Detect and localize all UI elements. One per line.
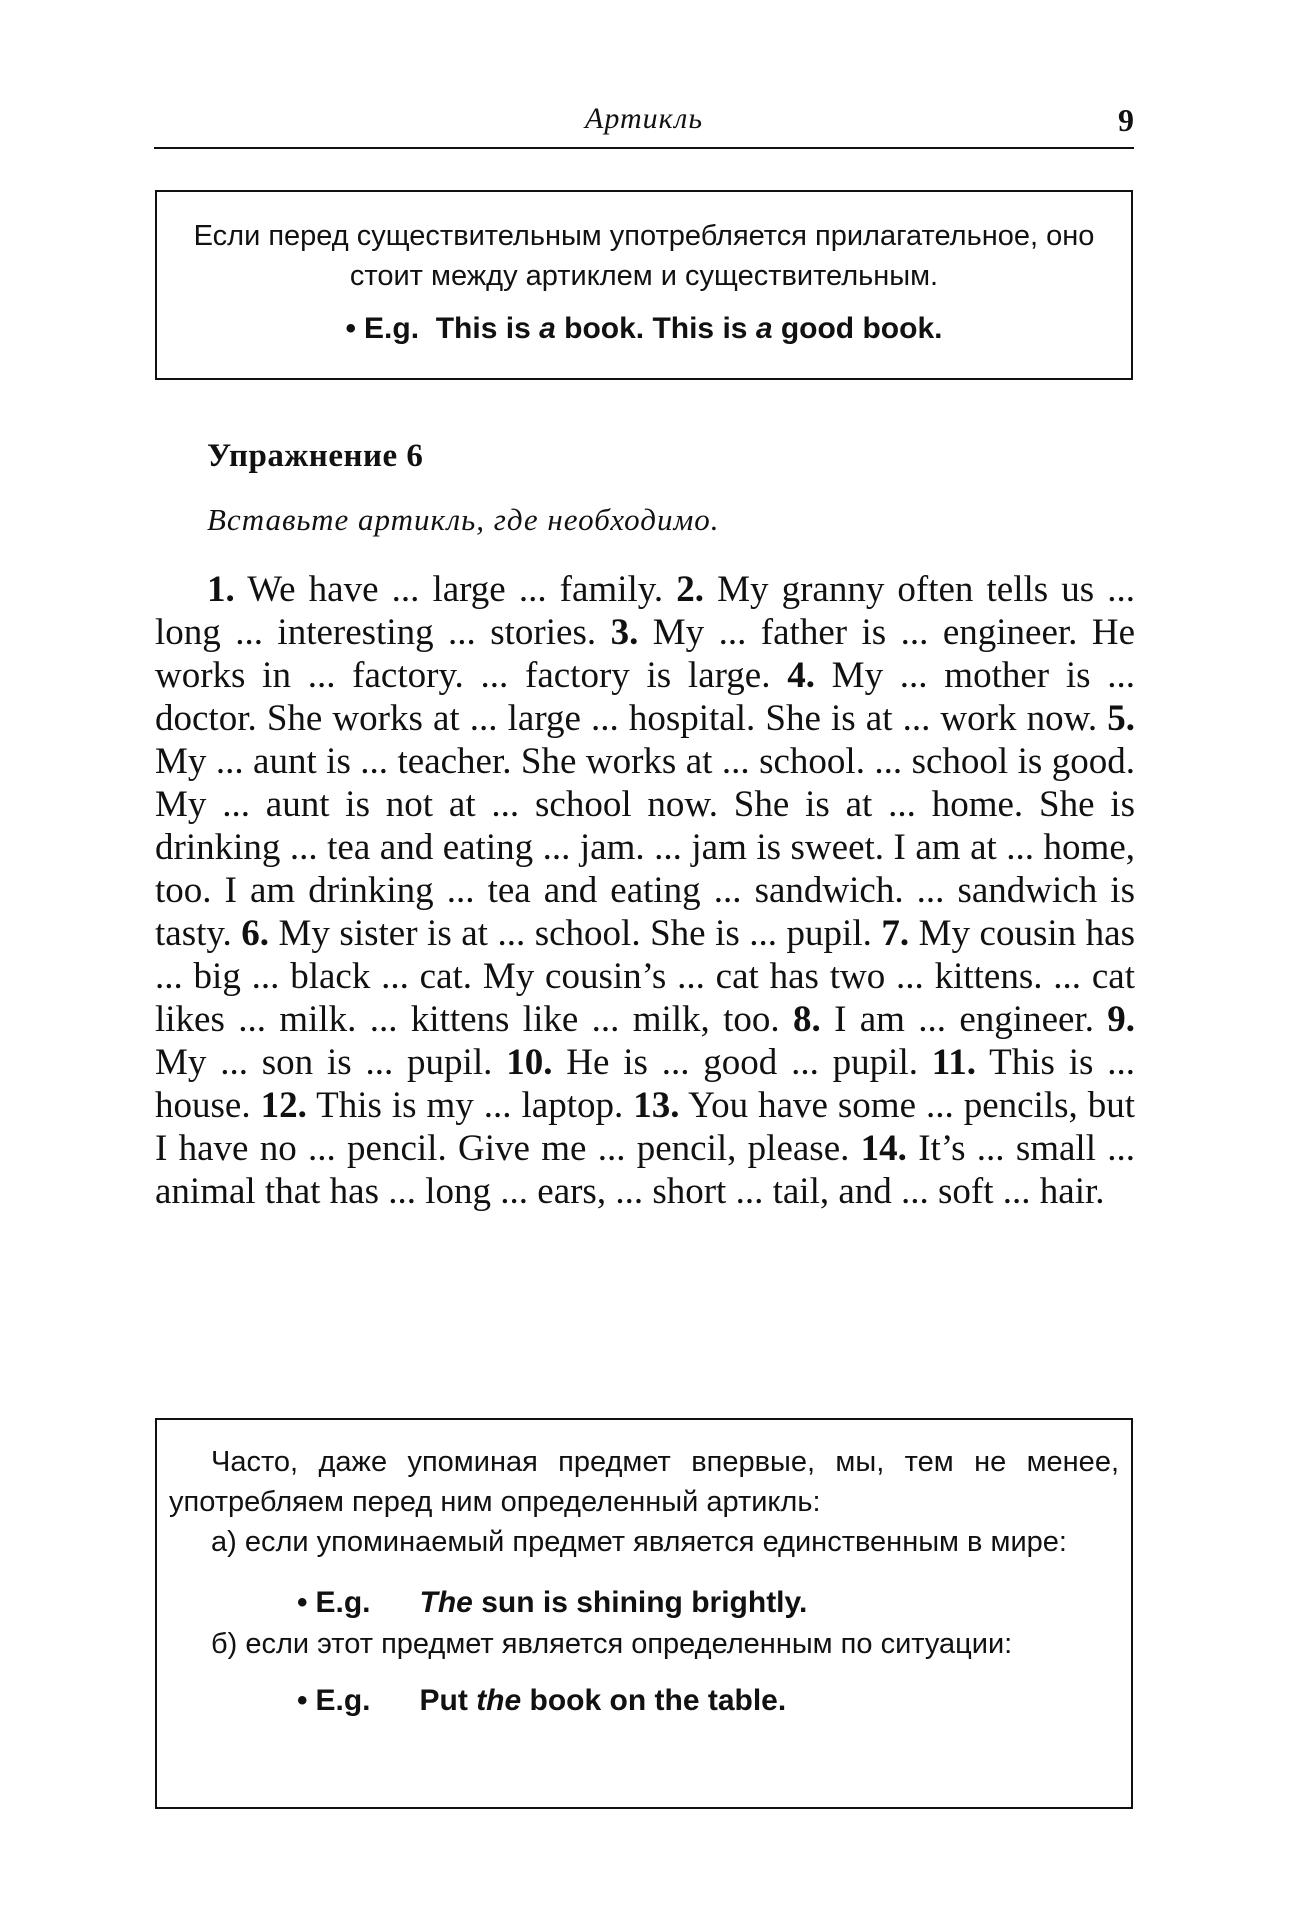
bullet-icon: • — [297, 1586, 308, 1619]
exercise-heading: Упражнение 6 — [207, 438, 424, 474]
header-divider — [154, 147, 1134, 149]
exercise-item: My ... mother is ... doctor. She works at ... large ... hospital. She is at ... work now. — [155, 655, 1135, 739]
example-label: E.g. — [315, 1684, 371, 1717]
example-part: book. This is — [555, 312, 756, 345]
item-number: 2. — [676, 569, 704, 610]
item-number: 11. — [931, 1042, 977, 1083]
item-number: 1. — [207, 569, 235, 610]
item-number: 9. — [1107, 999, 1136, 1040]
exercise-item: My granny often tells us ... long ... interesting ... stories. — [155, 569, 1136, 653]
exercise-item: My ... father is ... engineer. He works in ... factory. ... factory is large. — [155, 612, 1136, 696]
exercise-text — [155, 568, 1135, 1213]
example-article: the — [476, 1684, 522, 1717]
exercise-item: He is ... good ... pupil. — [566, 1042, 918, 1083]
rule-text: Если перед существительным употребляется прилагательное, оно стоит между артиклем и существительным. — [193, 220, 1095, 292]
running-header — [154, 102, 1134, 148]
exercise-item: This is my ... laptop. — [316, 1085, 624, 1126]
item-number: 8. — [793, 999, 821, 1040]
exercise-item: My cousin has ... big ... black ... cat. My cousin’s ... cat has two ... kittens. ... cat likes ... milk. ... kittens like ... milk, too. — [155, 913, 1135, 1040]
example-line — [187, 312, 1101, 346]
item-number: 4. — [787, 655, 815, 696]
grammar-rule-box-definite-article — [155, 1418, 1133, 1809]
item-number: 12. — [260, 1085, 307, 1126]
exercise-item: This is ... house. — [155, 1042, 1136, 1126]
exercise-item: My ... aunt is ... teacher. She works at ... school. ... school is good. My ... aunt is not at ... school now. She is at ... home. She is drinking ... tea and eating ... jam. ... jam is sweet. I am at ... home, too. I am drinking ... tea and eating ... sandwich. ... sandwich is tasty. — [155, 741, 1135, 954]
exercise-item: You have some ... pencils, but I have no ... pencil. Give me ... pencil, please. — [155, 1085, 1136, 1169]
item-number: 3. — [610, 612, 639, 653]
rule-case-b: б) если этот предмет является определенным по ситуации: — [211, 1628, 1013, 1660]
exercise-item: My ... son is ... pupil. — [155, 1042, 493, 1083]
item-number: 10. — [506, 1042, 553, 1083]
example-part: book on the table. — [521, 1684, 787, 1717]
exercise-item: I am ... engineer. — [834, 999, 1094, 1040]
example-part: sun is shining brightly. — [472, 1586, 808, 1619]
item-number: 7. — [881, 913, 910, 954]
example-label: E.g. — [364, 312, 420, 345]
example-part: Put — [419, 1684, 477, 1717]
exercise-instruction: Вставьте артикль, где необходимо. — [207, 502, 720, 537]
example-label: E.g. — [315, 1586, 371, 1619]
page-number: 9 — [1118, 102, 1134, 138]
item-number: 5. — [1107, 698, 1135, 739]
bullet-icon: • — [345, 312, 357, 345]
item-number: 14. — [860, 1128, 907, 1169]
example-article: a — [539, 312, 556, 345]
item-number: 6. — [241, 913, 269, 954]
example-part: good book. — [772, 312, 943, 345]
example-part: This is — [435, 312, 540, 345]
chapter-title: Артикль — [585, 102, 703, 135]
example-line-a — [297, 1582, 1119, 1624]
example-article: a — [755, 312, 773, 345]
item-number: 13. — [633, 1085, 680, 1126]
rule-case-a: а) если упоминаемый предмет является единственным в мире: — [211, 1526, 1067, 1558]
example-line-b — [297, 1680, 1119, 1722]
rule-intro: Часто, даже упоминая предмет впервые, мы, тем не менее, употребляем перед ним определенный артикль: — [169, 1446, 1119, 1518]
exercise-item: It’s ... small ... animal that has ... long ... ears, ... short ... tail, and ... soft ... hair. — [155, 1128, 1136, 1212]
exercise-item: My sister is at ... school. She is ... pupil. — [278, 913, 872, 954]
bullet-icon: • — [297, 1684, 308, 1717]
grammar-rule-box-adjective — [155, 190, 1133, 380]
example-article: The — [419, 1586, 473, 1619]
exercise-item: We have ... large ... family. — [247, 569, 664, 610]
